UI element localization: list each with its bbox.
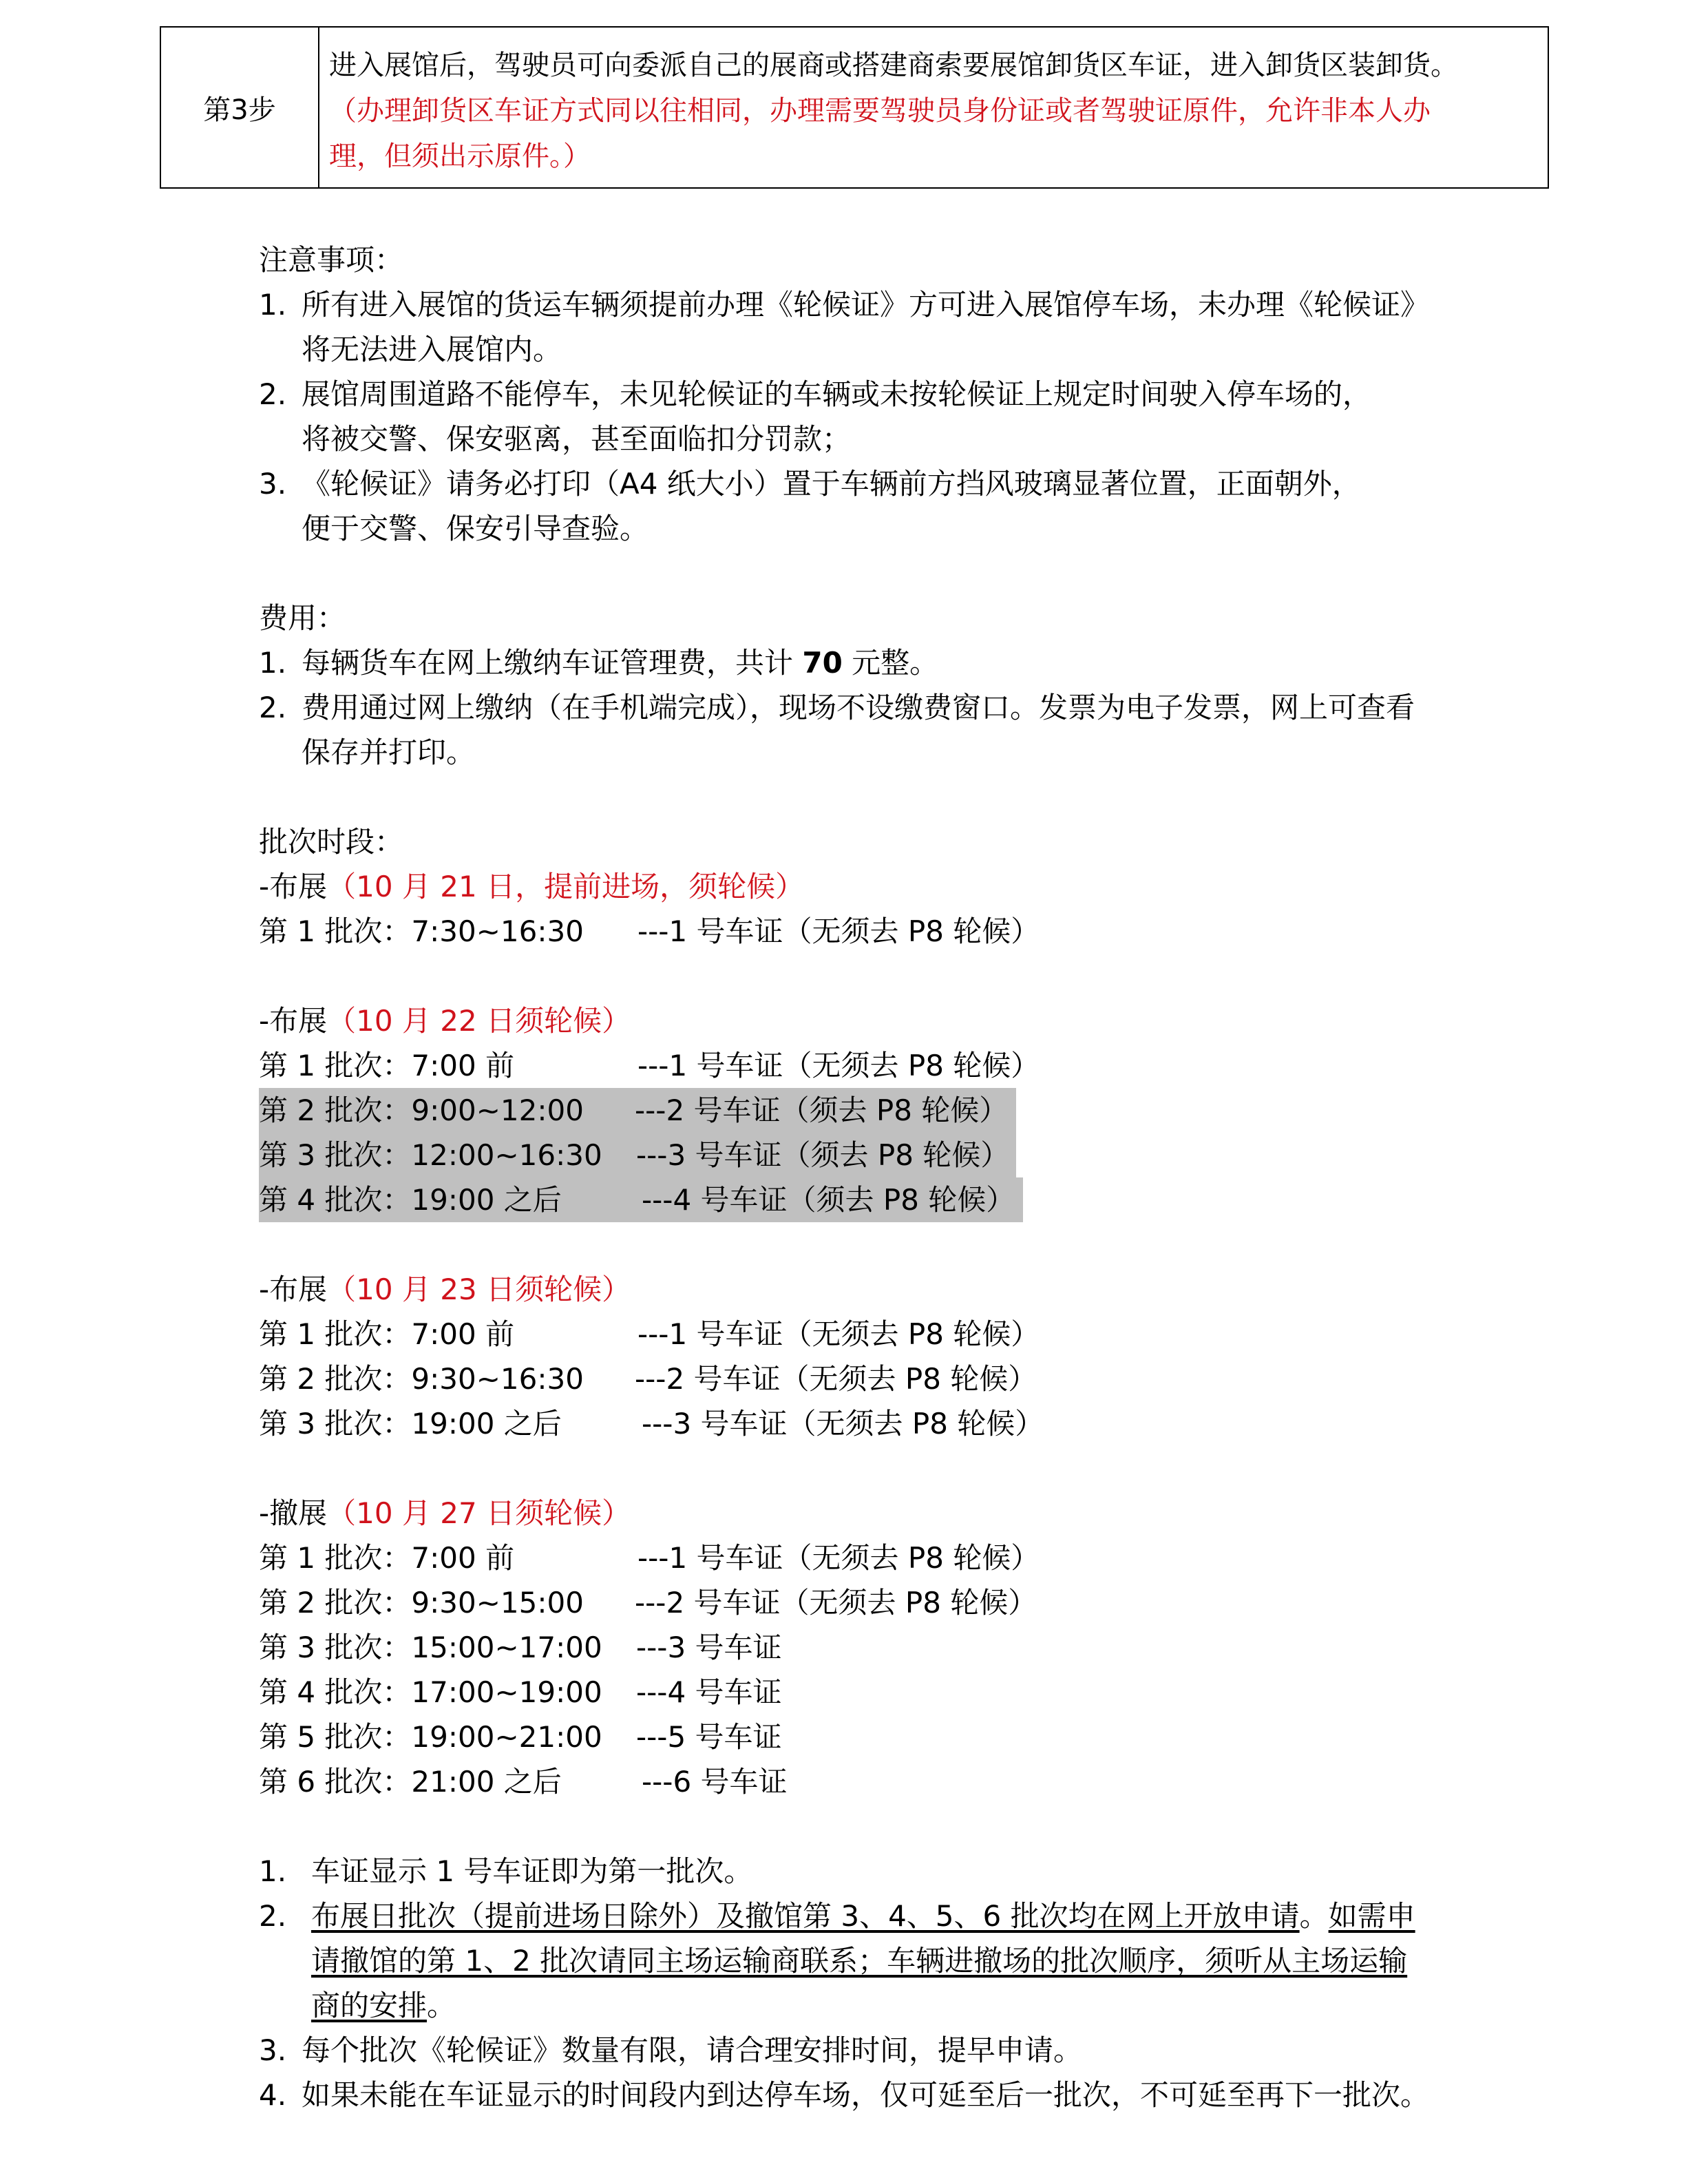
notice-section bbox=[259, 238, 1429, 551]
notice-item-3-cont: 便于交警、保安引导查验。 bbox=[302, 512, 649, 545]
batch-row-highlighted: 第 4 批次：19:00 之后 ---4 号车证（须去 P8 轮候） bbox=[259, 1177, 1023, 1222]
fees-title: 费用： bbox=[259, 601, 346, 635]
note-item-2: 2. 布展日批次（提前进场日除外）及撤馆第 3、4、5、6 批次均在网上开放申请。如需申 bbox=[259, 1899, 1415, 1933]
step-label: 第3步 bbox=[161, 28, 319, 187]
notice-item-2-cont: 将被交警、保安驱离，甚至面临扣分罚款； bbox=[302, 422, 852, 456]
fees-section bbox=[259, 596, 1415, 775]
step-note-line1: （办理卸货区车证方式同以往相同，办理需要驾驶员身份证或者驾驶证原件，允许非本人办 bbox=[329, 95, 1431, 127]
batch-row-highlighted: 第 2 批次：9:00~12:00 ---2 号车证（须去 P8 轮候） bbox=[259, 1088, 1016, 1133]
batch-title: 批次时段： bbox=[259, 825, 404, 859]
note-item-3: 3. 每个批次《轮候证》数量有限，请合理安排时间，提早申请。 bbox=[259, 2033, 1083, 2067]
batch-row: 第 4 批次：17:00~19:00 ---4 号车证 bbox=[259, 1675, 782, 1709]
batch-group-header: -布展（10 月 21 日，提前进场，须轮候） bbox=[259, 870, 805, 903]
step-note-line2: 理，但须出示原件。） bbox=[329, 140, 591, 172]
batch-row: 第 3 批次：19:00 之后 ---3 号车证（无须去 P8 轮候） bbox=[259, 1407, 1044, 1441]
notice-item-1: 1. 所有进入展馆的货运车辆须提前办理《轮候证》方可进入展馆停车场，未办理《轮候证》 bbox=[259, 288, 1430, 322]
batch-row: 第 2 批次：9:30~15:00 ---2 号车证（无须去 P8 轮候） bbox=[259, 1586, 1037, 1620]
fees-item-1: 1. 每辆货车在网上缴纳车证管理费，共计 70 元整。 bbox=[259, 646, 939, 680]
batch-row: 第 2 批次：9:30~16:30 ---2 号车证（无须去 P8 轮候） bbox=[259, 1362, 1037, 1396]
batch-row: 第 1 批次：7:00 前 ---1 号车证（无须去 P8 轮候） bbox=[259, 1541, 1040, 1575]
batch-section bbox=[259, 819, 1085, 1804]
batch-row: 第 1 批次：7:00 前 ---1 号车证（无须去 P8 轮候） bbox=[259, 1317, 1040, 1351]
batch-group-header: -布展（10 月 22 日须轮候） bbox=[259, 1004, 631, 1038]
note-item-2-cont: 请撤馆的第 1、2 批次请同主场运输商联系；车辆进撤场的批次顺序，须听从主场运输 bbox=[311, 1944, 1408, 1978]
batch-row: 第 3 批次：15:00~17:00 ---3 号车证 bbox=[259, 1631, 782, 1664]
batch-row: 第 6 批次：21:00 之后 ---6 号车证 bbox=[259, 1765, 788, 1799]
batch-group-header: -布展（10 月 23 日须轮候） bbox=[259, 1272, 631, 1306]
batch-row: 第 1 批次：7:30~16:30 ---1 号车证（无须去 P8 轮候） bbox=[259, 914, 1040, 948]
batch-group-header: -撤展（10 月 27 日须轮候） bbox=[259, 1496, 631, 1530]
note-item-4: 4. 如果未能在车证显示的时间段内到达停车场，仅可延至后一批次，不可延至再下一批次。 bbox=[259, 2078, 1430, 2112]
batch-row: 第 1 批次：7:00 前 ---1 号车证（无须去 P8 轮候） bbox=[259, 1049, 1040, 1082]
notice-item-1-cont: 将无法进入展馆内。 bbox=[302, 333, 562, 366]
batch-row-highlighted: 第 3 批次：12:00~16:30 ---3 号车证（须去 P8 轮候） bbox=[259, 1133, 1016, 1177]
fees-item-2-cont: 保存并打印。 bbox=[302, 735, 476, 769]
batch-notes bbox=[259, 1849, 1429, 2117]
fee-amount: 70 bbox=[802, 646, 843, 680]
batch-row: 第 5 批次：19:00~21:00 ---5 号车证 bbox=[259, 1720, 782, 1754]
step-table bbox=[160, 26, 1549, 189]
note-item-1: 1. 车证显示 1 号车证即为第一批次。 bbox=[259, 1854, 753, 1888]
note-item-2-cont2: 商的安排。 bbox=[311, 1989, 456, 2022]
notice-title: 注意事项： bbox=[259, 243, 404, 277]
step-content bbox=[319, 28, 1548, 187]
step-text: 进入展馆后，驾驶员可向委派自己的展商或搭建商索要展馆卸货区车证，进入卸货区装卸货。 bbox=[329, 50, 1458, 81]
notice-item-3: 3. 《轮候证》请务必打印（A4 纸大小）置于车辆前方挡风玻璃显著位置，正面朝外， bbox=[259, 467, 1361, 501]
notice-item-2: 2. 展馆周围道路不能停车，未见轮候证的车辆或未按轮候证上规定时间驶入停车场的， bbox=[259, 377, 1372, 411]
fees-item-2: 2. 费用通过网上缴纳（在手机端完成），现场不设缴费窗口。发票为电子发票，网上可查看 bbox=[259, 691, 1415, 724]
